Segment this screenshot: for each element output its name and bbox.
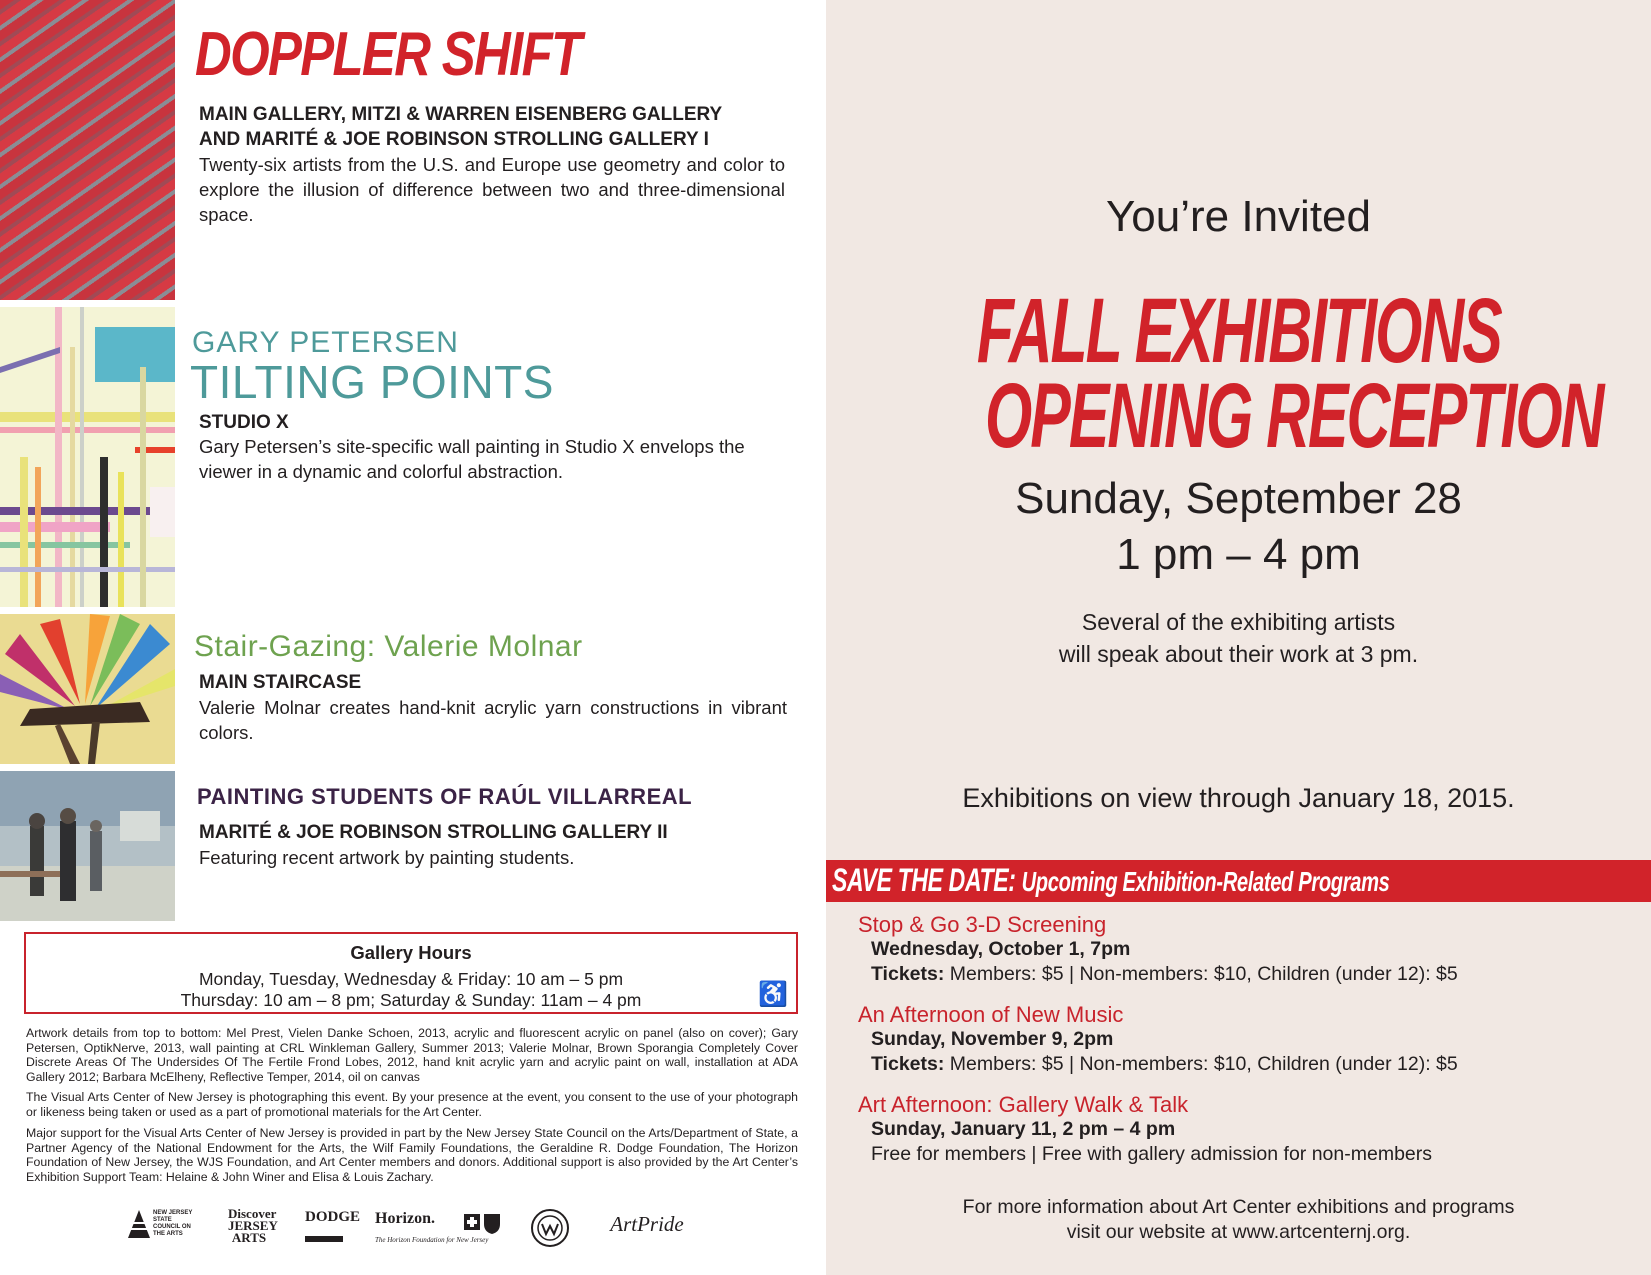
painting-students-title: PAINTING STUDENTS OF RAÚL VILLARREAL	[197, 784, 693, 809]
accessibility-icon: ♿	[758, 981, 788, 1008]
event-when: Sunday, January 11, 2 pm – 4 pm	[871, 1118, 1176, 1140]
gallery-hours-title: Gallery Hours	[350, 942, 472, 963]
horizon-foundation-logo: Horizon. The Horizon Foundation for New Jersey	[375, 1210, 489, 1244]
tilting-points-title: TILTING POINTS	[190, 356, 554, 408]
stair-gazing-venue: MAIN STAIRCASE	[199, 672, 362, 693]
painting-students-venue: MARITÉ & JOE ROBINSON STROLLING GALLERY II	[199, 822, 668, 843]
discover-jersey-arts-logo: Discover JERSEY ARTS	[228, 1206, 278, 1245]
artwork-credits: Artwork details from top to bottom: Mel Prest, Vielen Danke Schoen, 2013, acrylic and fluorescent acrylic on panel (also on cover); Gary Petersen, OptikNerve, 2013, wall painting at CRL Winkleman Gallery, Summer 2013; Valerie Molnar, Brown Sporangia Completely Cover Discrete Areas Of The Undersides Of The Fertile Frond Lobes, 2012, hand knit acrylic yarn and acrylic paint on wall, installation at ADA Gallery 2012; Barbara McElheny, Reflective Temper, 2014, oil on canvas	[26, 1026, 798, 1084]
wjs-foundation-seal	[530, 1208, 570, 1251]
event-tickets: Tickets: Members: $5 | Non-members: $10, Children (under 12): $5	[871, 963, 1458, 985]
tilting-points-description: Gary Petersen’s site-specific wall painting in Studio X envelops the viewer in a dynamic and colorful abstraction.	[199, 436, 745, 482]
doppler-venue-line1: MAIN GALLERY, MITZI & WARREN EISENBERG GALLERY	[199, 104, 723, 125]
invite-speak-line1: Several of the exhibiting artists	[1081, 609, 1396, 635]
more-info	[826, 1195, 1651, 1245]
artwork-valerie-molnar	[0, 614, 175, 764]
save-the-date-heading	[832, 862, 1389, 899]
tilting-points-artist: GARY PETERSEN	[192, 326, 459, 359]
event-tickets: Free for members | Free with gallery admission for non-members	[871, 1143, 1432, 1165]
artpride-logo: ArtPride	[610, 1212, 684, 1236]
invite-time: 1 pm – 4 pm	[1116, 530, 1361, 579]
event-title: An Afternoon of New Music	[858, 1002, 1124, 1027]
tilting-points-venue: STUDIO X	[199, 412, 289, 433]
bcbs-logo	[462, 1212, 502, 1237]
artwork-painting-students	[0, 771, 175, 921]
save-the-date-sublabel: Upcoming Exhibition-Related Programs	[1021, 866, 1390, 897]
artwork-mel-prest	[0, 0, 175, 300]
invite-title-line1: FALL EXHIBITIONS	[976, 280, 1501, 382]
event-when: Wednesday, October 1, 7pm	[871, 938, 1131, 960]
invite-date: Sunday, September 28	[1015, 474, 1462, 523]
invite-heading: You’re Invited	[1105, 192, 1371, 241]
painting-students-description: Featuring recent artwork by painting students.	[199, 847, 575, 868]
exhibitions-on-view: Exhibitions on view through January 18, 2015.	[962, 783, 1515, 813]
gallery-hours-box	[24, 932, 798, 1014]
save-the-date-label: SAVE THE DATE:	[832, 862, 1016, 898]
stair-gazing-title: Stair-Gazing: Valerie Molnar	[194, 630, 583, 663]
invite-speak-line2: will speak about their work at 3 pm.	[1058, 641, 1419, 667]
doppler-description: Twenty-six artists from the U.S. and Europe use geometry and color to explore the illusion of difference between two and three-dimensional space.	[199, 154, 785, 225]
support-notice: Major support for the Visual Arts Center of New Jersey is provided in part by the New Jersey State Council on the Arts/Department of State, a Partner Agency of the National Endowment for the Arts, the Wilf Family Foundations, the Geraldine R. Dodge Foundation, The Horizon Foundation of New Jersey, the WJS Foundation, and Art Center members and donors. Additional support is also provided by the Art Center’s Exhibition Support Team: Helaine & John Winer and Elisa & Louis Zachary.	[26, 1126, 798, 1184]
gallery-hours-weekend: Thursday: 10 am – 8 pm; Saturday & Sunday: 11am – 4 pm	[180, 990, 642, 1010]
event-title: Art Afternoon: Gallery Walk & Talk	[858, 1092, 1189, 1117]
dodge-logo: DODGE	[305, 1208, 343, 1242]
gallery-hours-weekdays: Monday, Tuesday, Wednesday & Friday: 10 am – 5 pm	[198, 969, 624, 989]
event-tickets: Tickets: Members: $5 | Non-members: $10, Children (under 12): $5	[871, 1053, 1458, 1075]
nj-council-logo: NEW JERSEY STATE COUNCIL ON THE ARTS	[128, 1210, 198, 1238]
invite-title-line2: OPENING RECEPTION	[985, 365, 1603, 467]
artwork-gary-petersen	[0, 307, 175, 607]
event-when: Sunday, November 9, 2pm	[871, 1028, 1114, 1050]
doppler-venue-line2: AND MARITÉ & JOE ROBINSON STROLLING GALLERY I	[199, 129, 709, 150]
more-info-line2: visit our website at www.artcenternj.org.	[1066, 1221, 1411, 1243]
photo-notice: The Visual Arts Center of New Jersey is photographing this event. By your presence at the event, you consent to the use of your photograph or likeness being taken or used as a part of promotional materials for the Art Center.	[26, 1090, 798, 1119]
more-info-line1: For more information about Art Center exhibitions and programs	[962, 1196, 1515, 1218]
doppler-shift-title: DOPPLER SHIFT	[195, 20, 581, 89]
stair-gazing-description: Valerie Molnar creates hand-knit acrylic yarn constructions in vibrant colors.	[199, 697, 787, 743]
event-title: Stop & Go 3-D Screening	[858, 912, 1107, 937]
